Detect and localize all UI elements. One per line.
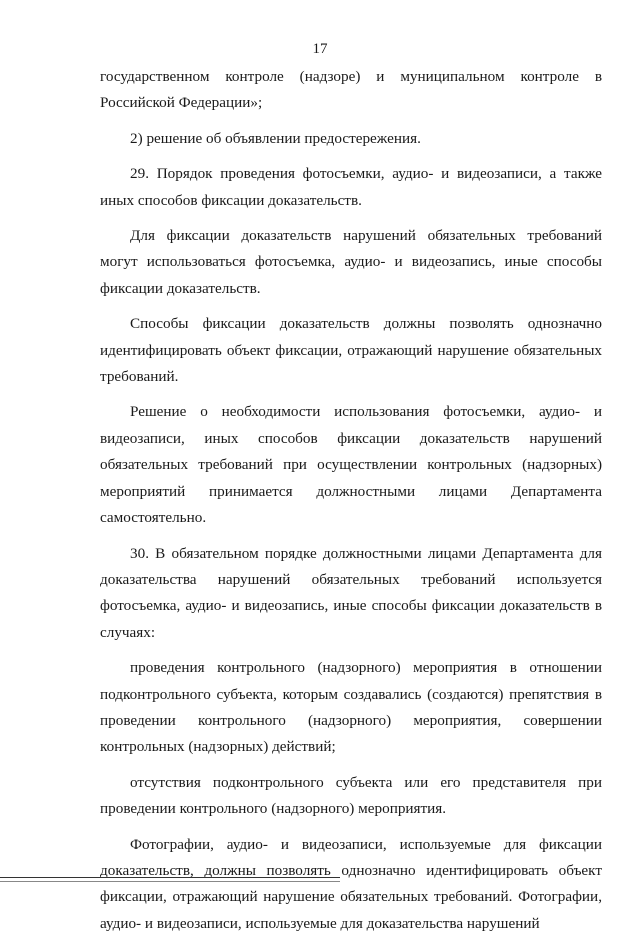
footer-rule xyxy=(0,877,340,878)
paragraph-section-30: 30. В обязательном порядке должностными лицами Департамента для доказательства нарушений обязательных требований используется фотосъемка, аудио- и видеозапись, иные способы фиксации доказательств в случаях: xyxy=(100,544,602,641)
paragraph-case-absence: отсутствия подконтрольного субъекта или его представителя при проведении контрольного (надзорного) мероприятия. xyxy=(100,773,602,818)
paragraph-case-obstruction: проведения контрольного (надзорного) мероприятия в отношении подконтрольного субъекта, которым создавались (создаются) препятствия в проведении контрольного (надзорного) мероприятия, совершении контрольных (надзорных) действий; xyxy=(100,659,602,756)
paragraph-decision-warning: 2) решение об объявлении предостережения. xyxy=(130,129,421,147)
paragraph-section-29-heading: 29. Порядок проведения фотосъемки, аудио- и видеозаписи, а также иных способов фиксации доказательств. xyxy=(100,165,602,209)
paragraph-fixation-decision: Решение о необходимости использования фотосъемки, аудио- и видеозаписи, иных способов фиксации доказательств нарушений обязательных требований при осуществлении контрольных (надзорных) мероприятий принимается должностными лицами Департамента самостоятельно. xyxy=(100,403,602,527)
page-number: 17 xyxy=(312,41,328,57)
footer-rule-secondary xyxy=(0,881,340,882)
paragraph-continuation: государственном контроле (надзоре) и муниципальном контроле в Российской Федерации»; xyxy=(100,68,602,112)
document-body xyxy=(100,64,602,946)
paragraph-fixation-identification: Способы фиксации доказательств должны позволять однозначно идентифицировать объект фиксации, отражающий нарушение обязательных требований. xyxy=(100,315,602,386)
paragraph-fixation-methods: Для фиксации доказательств нарушений обязательных требований могут использоваться фотосъемка, аудио- и видеозапись, иные способы фиксации доказательств. xyxy=(100,227,602,297)
paragraph-photo-requirements: Фотографии, аудио- и видеозаписи, используемые для фиксации доказательств, должны позволять однозначно идентифицировать объект фиксации, отражающий нарушение обязательных требований. Фотографии, аудио- и видеозаписи, используемые для доказательства нарушений xyxy=(100,835,602,932)
